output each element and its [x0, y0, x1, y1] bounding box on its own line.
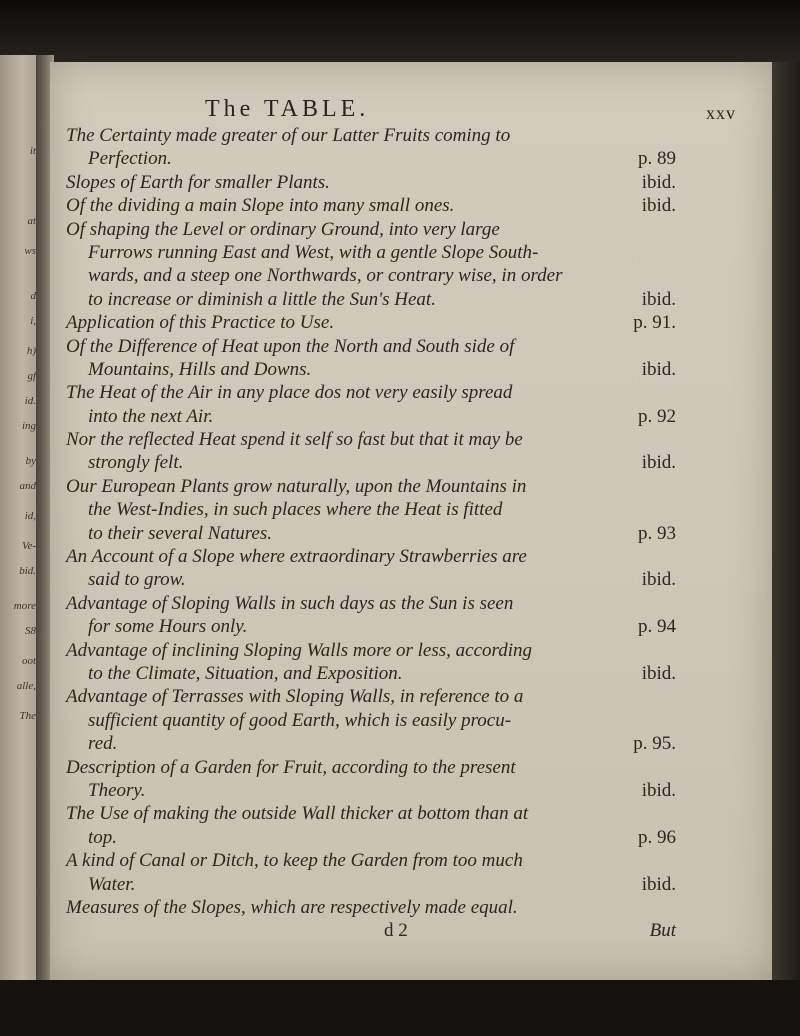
toc-entry-text: to their several Natures. [88, 522, 272, 544]
page-folio: xxv [706, 103, 736, 123]
toc-entry-line [66, 639, 676, 662]
toc-entry-text: top. [88, 826, 118, 848]
toc-entry-line [66, 475, 676, 498]
facing-page-fragment: h) [26, 345, 36, 357]
toc-entry-line [66, 264, 676, 287]
toc-entry-text: The Heat of the Air in any place dos not very easily spread [66, 382, 513, 404]
toc-entry [66, 124, 676, 171]
toc-entry-line [66, 218, 676, 241]
toc-entry-text: Slopes of Earth for smaller Plants. [66, 171, 330, 193]
facing-page-fragment: bid. [19, 565, 36, 577]
facing-page-fragment: id, [24, 510, 36, 522]
toc-entry-line [66, 358, 676, 381]
toc-entry-text: Application of this Practice to Use. [66, 312, 335, 334]
toc-entry [66, 194, 676, 217]
toc-entry-text: the West-Indies, in such places where the Heat is fitted [88, 499, 503, 521]
facing-page-edge [0, 55, 40, 990]
toc-entry-text: Advantage of inclining Sloping Walls more or less, according [66, 639, 532, 661]
toc-entry-text: Nor the reflected Heat spend it self so fast but that it may be [66, 429, 523, 451]
toc-entry-line [66, 662, 676, 685]
facing-page-fragment: alle, [16, 680, 36, 692]
toc-page-reference: p. 94 [638, 616, 676, 638]
toc-entry-text: The Use of making the outside Wall thicker at bottom than at [66, 803, 529, 825]
toc-entry-text: Description of a Garden for Fruit, according to the present [66, 756, 516, 778]
toc-entry-text: The Certainty made greater of our Latter Fruits coming to [66, 125, 511, 146]
toc-entry-line [66, 381, 676, 404]
toc-page-reference: ibid. [641, 171, 676, 193]
toc-entry-line [66, 873, 676, 896]
signature-mark: d 2 [384, 920, 408, 942]
scan-background-top [0, 0, 800, 70]
toc-entry [66, 428, 676, 475]
toc-entry [66, 639, 676, 686]
toc-entry [66, 311, 676, 334]
toc-page-reference: p. 95. [633, 733, 676, 755]
toc-entry-text: Furrows running East and West, with a gentle Slope South- [88, 241, 539, 263]
toc-entry-line [66, 405, 676, 428]
toc-entry-line [66, 779, 676, 802]
toc-entry [66, 685, 676, 755]
facing-page-fragment: ws [24, 245, 36, 257]
toc-entry-line [66, 568, 676, 591]
toc-entry-line [66, 802, 676, 825]
toc-entry-line [66, 732, 676, 755]
facing-page-fragment: at [27, 215, 36, 227]
toc-entry-text: Of the dividing a main Slope into many small ones. [66, 195, 455, 217]
facing-page-fragment: and [19, 480, 36, 492]
toc-entry-text: A kind of Canal or Ditch, to keep the Garden from too much [66, 850, 523, 872]
toc-entry-line [66, 241, 676, 264]
toc-entry [66, 218, 676, 312]
toc-entry [66, 381, 676, 428]
toc-entry-text: into the next Air. [88, 405, 214, 427]
toc-entry-line [66, 615, 676, 638]
toc-entry-line [66, 709, 676, 732]
toc-entry-line [66, 592, 676, 615]
toc-page-reference: ibid. [641, 662, 676, 684]
toc-entry-text: wards, and a steep one Northwards, or contrary wise, in order [88, 265, 563, 287]
toc-entry-line [66, 147, 676, 170]
catchword: But [649, 920, 676, 942]
toc-entry-line [66, 335, 676, 358]
facing-page-fragment: i, [30, 315, 36, 327]
toc-entry-text: sufficient quantity of good Earth, which is easily procu- [88, 709, 512, 731]
toc-entry-text: Measures of the Slopes, which are respectively made equal. [66, 896, 518, 918]
toc-entry-line [66, 545, 676, 568]
toc-page-reference: ibid. [641, 195, 676, 217]
toc-entry [66, 849, 676, 896]
toc-entry-text: to increase or diminish a little the Sun's Heat. [88, 288, 436, 310]
toc-entry-text: Theory. [88, 779, 146, 801]
facing-page-fragment: oot [21, 655, 36, 667]
toc-entry [66, 756, 676, 803]
facing-page-fragment: gf [27, 370, 36, 382]
toc-entry [66, 802, 676, 849]
toc-entry-text: Water. [88, 873, 136, 895]
facing-page-fragment: it [29, 145, 36, 157]
toc-entry-text: Advantage of Terrasses with Sloping Walls, in reference to a [66, 686, 524, 708]
toc-entry-text: strongly felt. [88, 452, 184, 474]
toc-page-reference: ibid. [641, 779, 676, 801]
toc-page-reference: ibid. [641, 873, 676, 895]
toc-entry-line [66, 428, 676, 451]
toc-entry-line [66, 826, 676, 849]
toc-entry-line [66, 311, 676, 334]
toc-entry [66, 896, 676, 919]
scan-background-bottom [0, 980, 800, 1036]
facing-page-fragment: ing [21, 420, 36, 432]
toc-entry [66, 335, 676, 382]
toc-entry-line [66, 171, 676, 194]
facing-page-fragment: Ve- [21, 540, 36, 552]
facing-page-fragment: id. [24, 395, 36, 407]
toc-entry-text: Of shaping the Level or ordinary Ground, into very large [66, 218, 500, 240]
facing-page-fragment: by [25, 455, 36, 467]
toc-page-reference: p. 96 [638, 826, 676, 848]
toc-entry-line [66, 451, 676, 474]
toc-entry-line [66, 288, 676, 311]
toc-entry-text: Of the Difference of Heat upon the North and South side of [66, 335, 515, 357]
facing-page-fragment: The [19, 710, 36, 722]
toc-entry [66, 171, 676, 194]
toc-entry-text: Advantage of Sloping Walls in such days as the Sun is seen [66, 592, 514, 614]
toc-entry-line [66, 756, 676, 779]
toc-entry-text: Perfection. [88, 148, 172, 170]
toc-entry-line [66, 124, 676, 147]
toc-page-reference: p. 89 [638, 148, 676, 170]
toc-page-reference: p. 92 [638, 405, 676, 427]
toc-entry [66, 545, 676, 592]
toc-entry-text: Mountains, Hills and Downs. [88, 358, 312, 380]
toc-entry-line [66, 498, 676, 521]
toc-page-reference: p. 91. [633, 312, 676, 334]
toc-entry-line [66, 522, 676, 545]
toc-page-reference: ibid. [641, 569, 676, 591]
toc-entry-text: for some Hours only. [88, 616, 248, 638]
toc-entry-text: Our European Plants grow naturally, upon the Mountains in [66, 475, 527, 497]
toc-entry-line [66, 194, 676, 217]
toc-page-reference: p. 93 [638, 522, 676, 544]
facing-page-fragment: d [30, 290, 36, 302]
page-edge-right [772, 62, 800, 980]
facing-page-fragment: S8 [25, 625, 36, 637]
toc-page-reference: ibid. [641, 288, 676, 310]
toc-page-reference: ibid. [641, 452, 676, 474]
toc-entry [66, 475, 676, 545]
facing-page-fragment: more [13, 600, 36, 612]
toc-entry-line [66, 849, 676, 872]
toc-entry-line [66, 896, 676, 919]
running-header: The TABLE. [205, 96, 370, 122]
toc-entry-line [66, 685, 676, 708]
toc-entry-text: red. [88, 733, 118, 755]
toc-entry-text: to the Climate, Situation, and Exposition. [88, 662, 403, 684]
toc-page-reference: ibid. [641, 358, 676, 380]
toc-entry-text: said to grow. [88, 569, 186, 591]
toc-entry-text: An Account of a Slope where extraordinary Strawberries are [66, 546, 527, 568]
toc-entry [66, 592, 676, 639]
page-footer [66, 919, 676, 942]
table-of-contents [66, 124, 676, 943]
